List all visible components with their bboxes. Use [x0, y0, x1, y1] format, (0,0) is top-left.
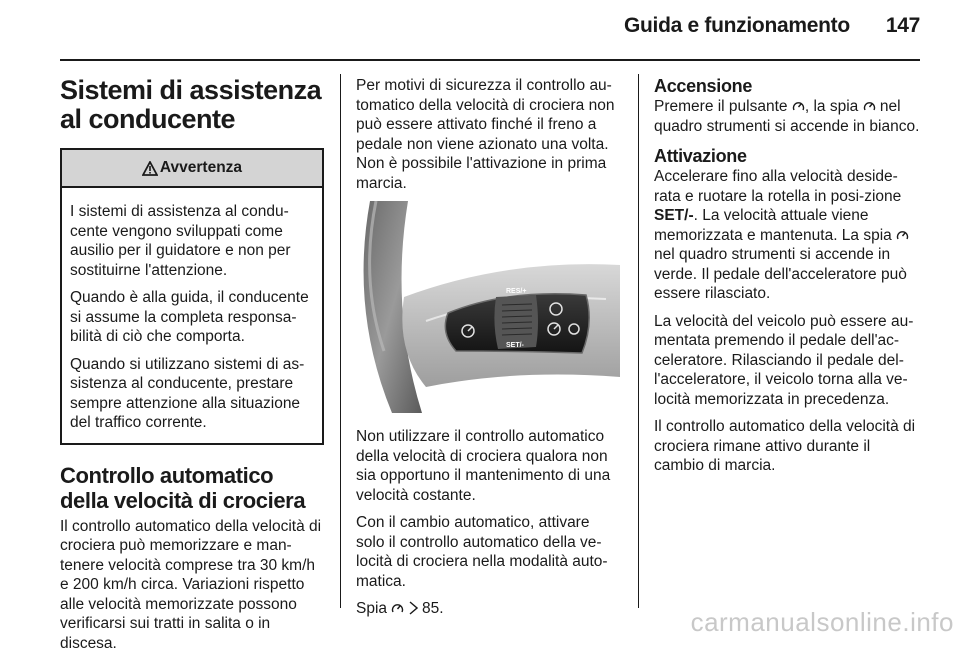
cruise-control-icon — [391, 602, 404, 614]
cruise-intro-paragraph: Il controllo automatico della velocità di crociera può memorizzare e man-tenere velocità comprese tra 30 km/h e 200 km/h circa. Variazioni rispetto alle velocità memorizzate possono verificarsi sui tratti in salita o in discesa. — [60, 517, 324, 653]
attivazione-paragraph-3: Il controllo automatico della velocità di crociera rimane attivo durante il cambio di marcia. — [654, 417, 922, 476]
attivazione-paragraph-2: La velocità del veicolo può essere au-mentata premendo il pedale dell'ac-celeratore. Rilasciando il pedale del-l'acceleratore, il veicolo torna alla ve-locità memorizzata in precedenza. — [654, 312, 922, 410]
column-3 — [654, 76, 922, 608]
cruise-control-icon — [792, 100, 805, 112]
warning-triangle-icon — [142, 161, 158, 176]
safety-paragraph: Per motivi di sicurezza il controllo au-tomatico della velocità di crociera non può essere attivato finché il freno a pedale non viene azionato una volta. Non è possibile l'attivazione in prima marcia. — [356, 76, 622, 193]
warning-box — [60, 148, 324, 445]
page-title: Sistemi di assistenza al conducente — [60, 76, 324, 134]
column-1 — [60, 76, 324, 608]
section-title: Guida e funzionamento — [624, 14, 850, 38]
warning-paragraph-3: Quando si utilizzano sistemi di as-sistenza al conducente, prestare sempre attenzione alla situazione del traffico corrente. — [70, 355, 314, 433]
column-divider-1 — [340, 74, 341, 608]
header-divider — [60, 59, 920, 61]
page-header — [624, 14, 920, 38]
warning-header — [62, 150, 322, 188]
cruise-control-icon — [863, 100, 876, 112]
section-heading-cruise-control: Controllo automatico della velocità di crociera — [60, 463, 324, 513]
heading-attivazione: Attivazione — [654, 146, 922, 167]
section-attivazione — [654, 146, 922, 476]
warning-paragraph-2: Quando è alla guida, il conducente si assume la completa responsa-bilità di ciò che comporta. — [70, 288, 314, 347]
automatic-gearbox-paragraph: Con il cambio automatico, attivare solo il controllo automatico della ve-locità di crociera nella modalità auto-matica. — [356, 513, 622, 591]
set-label: SET/- — [506, 342, 525, 349]
steering-wheel-photo — [356, 201, 620, 413]
section-accensione — [654, 76, 922, 136]
column-2 — [356, 76, 622, 608]
warning-paragraph-1: I sistemi di assistenza al condu-cente vengono sviluppati come ausilio per il guidatore e non per sostituirne l'attenzione. — [70, 202, 314, 280]
res-label: RES/+ — [506, 288, 526, 295]
warning-body — [62, 188, 322, 443]
heading-accensione: Accensione — [654, 76, 922, 97]
indicator-reference: Spia 85. — [356, 599, 622, 619]
watermark: carmanualsonline.info — [691, 607, 954, 638]
warning-title: Avvertenza — [160, 159, 242, 177]
cruise-control-icon — [896, 229, 909, 241]
page-reference-arrow-icon — [409, 601, 418, 615]
accensione-paragraph: Premere il pulsante , la spia nel quadro strumenti si accende in bianco. — [654, 97, 922, 136]
column-divider-2 — [638, 74, 639, 608]
usage-paragraph: Non utilizzare il controllo automatico della velocità di crociera qualora non sia opportuno il mantenimento di una velocità costante. — [356, 427, 622, 505]
attivazione-paragraph-1: Accelerare fino alla velocità deside-rata e ruotare la rotella in posi-zione SET/-. La velocità attuale viene memorizzata e mantenuta. La spia nel quadro strumenti si accende in verde. Il pedale dell'acceleratore può essere rilasciato. — [654, 167, 922, 304]
page-number: 147 — [886, 14, 920, 38]
